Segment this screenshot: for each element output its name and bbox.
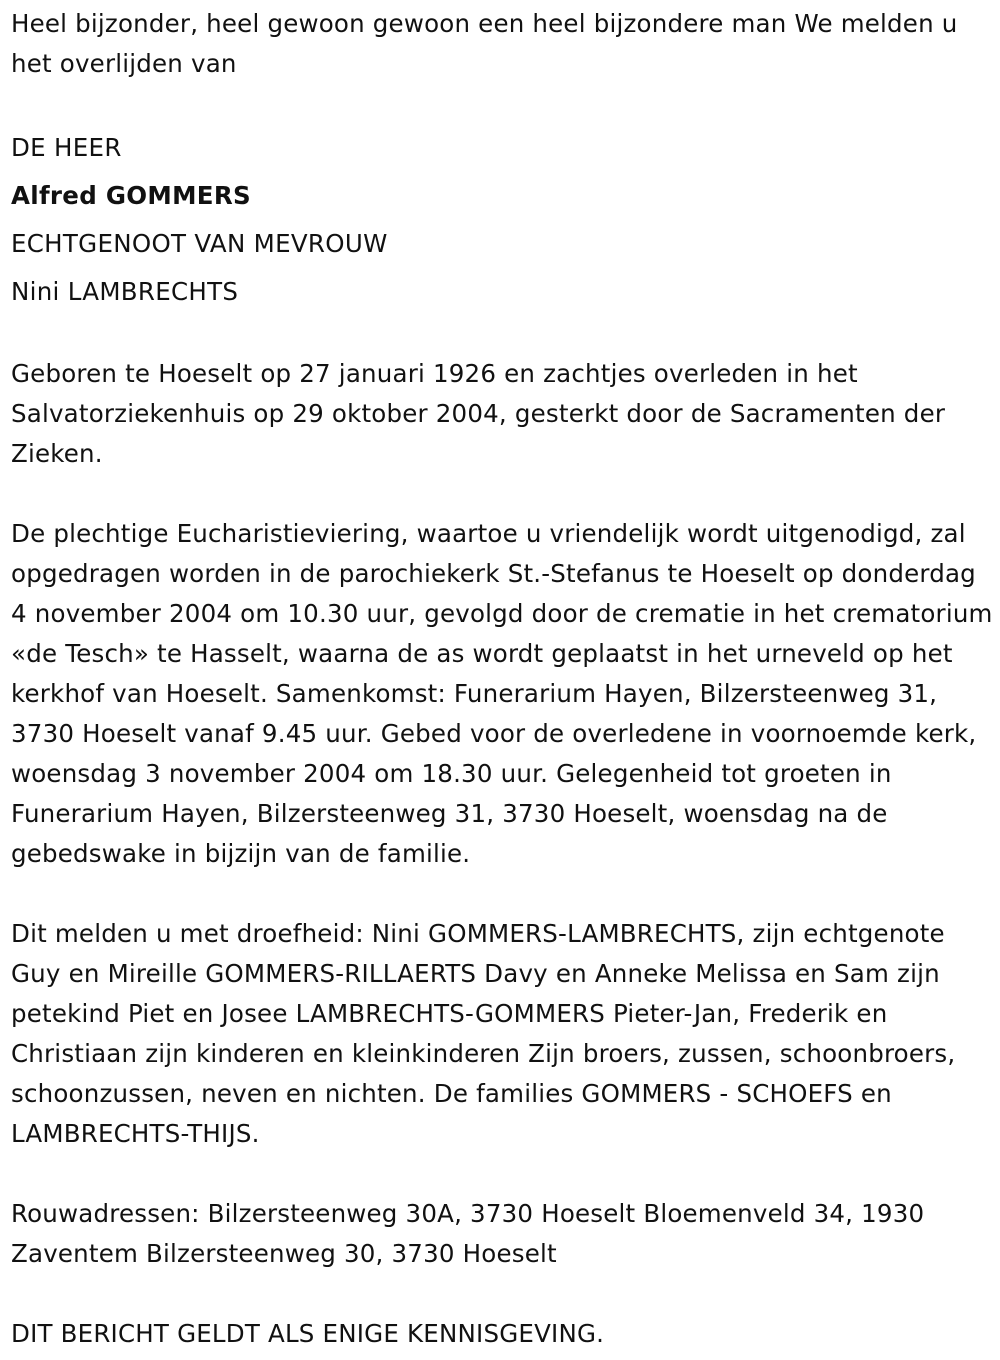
spouse-name: Nini LAMBRECHTS [11,277,239,306]
spacer [11,1274,996,1314]
family-paragraph: Dit melden u met droefheid: Nini GOMMERS-LAMBRECHTS, zijn echtgenote Guy en Mireille GOMMERS-RILLAERTS Davy en Anneke Melissa en Sam zijn petekind Piet en Josee LAMBRECHTS-GOMMERS Pieter-Jan, Frederik en Christiaan zijn kinderen en kleinkinderen Zijn broers, zussen, schoonbroers, schoonzussen, neven en nichten. De families GOMMERS - SCHOEFS en LAMBRECHTS-THIJS. [11,919,956,1148]
intro-paragraph: Heel bijzonder, heel gewoon gewoon een heel bijzondere man We melden u het overlijden van [11,9,958,78]
birth-death-paragraph: Geboren te Hoeselt op 27 januari 1926 en zachtjes overleden in het Salvatorziekenhuis op 29 oktober 2004, gesterkt door de Sacramenten der Zieken. [11,359,946,468]
obituary-notice [11,4,996,1354]
honorific-title: DE HEER [11,133,122,162]
ceremony-paragraph: De plechtige Eucharistieviering, waartoe u vriendelijk wordt uitgenodigd, zal opgedragen worden in de parochiekerk St.-Stefanus te Hoeselt op donderdag 4 november 2004 om 10.30 uur, gevolgd door de crematie in het crematorium «de Tesch» te Hasselt, waarna de as wordt geplaatst in het urneveld op het kerkhof van Hoeselt. Samenkomst: Funerarium Hayen, Bilzersteenweg 31, 3730 Hoeselt vanaf 9.45 uur. Gebed voor de overledene in voornoemde kerk, woensdag 3 november 2004 om 18.30 uur. Gelegenheid tot groeten in Funerarium Hayen, Bilzersteenweg 31, 3730 Hoeselt, woensdag na de gebedswake in bijzijn van de familie. [11,519,993,868]
spacer [11,1154,996,1194]
spacer [11,474,996,514]
spouse-label: ECHTGENOOT VAN MEVROUW [11,229,388,258]
spacer [11,316,996,354]
addresses-paragraph: Rouwadressen: Bilzersteenweg 30A, 3730 Hoeselt Bloemenveld 34, 1930 Zaventem Bilzersteenweg 30, 3730 Hoeselt [11,1199,925,1268]
closing-statement: DIT BERICHT GELDT ALS ENIGE KENNISGEVING. [11,1319,605,1348]
spacer [11,874,996,914]
deceased-name: Alfred GOMMERS [11,181,251,210]
spacer [11,84,996,124]
